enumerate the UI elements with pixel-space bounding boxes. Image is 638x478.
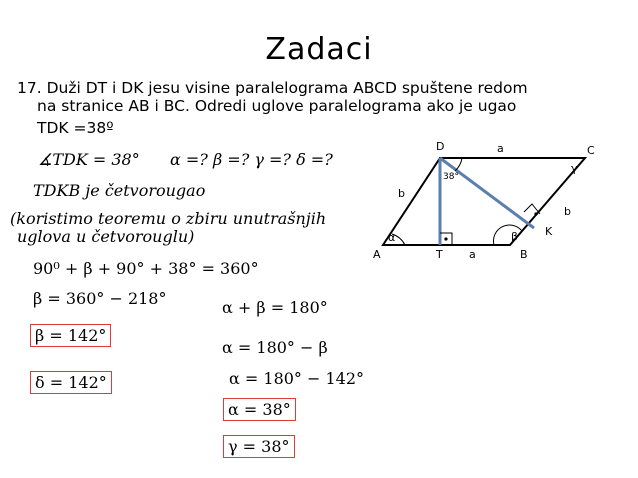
result-gamma: γ = 38° bbox=[223, 435, 295, 458]
result-alpha: α = 38° bbox=[223, 398, 296, 421]
result-beta: β = 142° bbox=[30, 324, 111, 347]
right-angle-dot-k bbox=[534, 212, 537, 215]
given-angle: ∡TDK = 38° bbox=[38, 150, 140, 169]
quadrilateral-statement: TDKB je četvorougao bbox=[33, 181, 206, 200]
equation-angle-sum: 90⁰ + β + 90° + 38° = 360° bbox=[33, 259, 259, 278]
theorem-note-line-1: (koristimo teoremu o zbiru unutrašnjih bbox=[10, 209, 327, 228]
parallelogram-abcd bbox=[383, 158, 585, 245]
page-title: Zadaci bbox=[265, 32, 373, 67]
side-label-b-right: b bbox=[564, 205, 571, 218]
vertex-label-d: D bbox=[436, 140, 445, 153]
angle-label-alpha: α bbox=[388, 231, 396, 244]
side-label-a-top: a bbox=[497, 142, 504, 155]
task-line-1: 17. Duži DT i DK jesu visine paralelograma ABCD spuštene redom bbox=[17, 79, 528, 97]
vertex-label-t: T bbox=[436, 248, 443, 261]
angle-label-38: 38° bbox=[443, 172, 459, 182]
side-label-b-left: b bbox=[398, 187, 405, 200]
equation-alpha-beta-sum: α + β = 180° bbox=[222, 298, 328, 317]
equation-beta-calc: β = 360° − 218° bbox=[33, 289, 167, 308]
vertex-label-k: K bbox=[545, 225, 553, 238]
angle-label-beta: β bbox=[511, 230, 519, 243]
right-angle-dot-t bbox=[444, 237, 447, 240]
equation-alpha-expression: α = 180° − β bbox=[222, 338, 328, 357]
theorem-note-line-2: uglova u četvorouglu) bbox=[17, 227, 195, 246]
angle-label-gamma: γ bbox=[571, 162, 578, 175]
task-line-2: na stranice AB i BC. Odredi uglove paralelograma ako je ugao bbox=[37, 97, 517, 115]
equation-alpha-calc: α = 180° − 142° bbox=[229, 369, 365, 388]
height-dk bbox=[440, 158, 534, 228]
unknown-angles: α =? β =? γ =? δ =? bbox=[170, 150, 333, 169]
task-line-3: TDK =38º bbox=[37, 119, 114, 137]
vertex-label-c: C bbox=[587, 144, 595, 157]
vertex-label-b: B bbox=[520, 248, 528, 261]
side-label-a-bottom: a bbox=[469, 248, 476, 261]
result-delta: δ = 142° bbox=[30, 371, 112, 394]
vertex-label-a: A bbox=[373, 248, 381, 261]
